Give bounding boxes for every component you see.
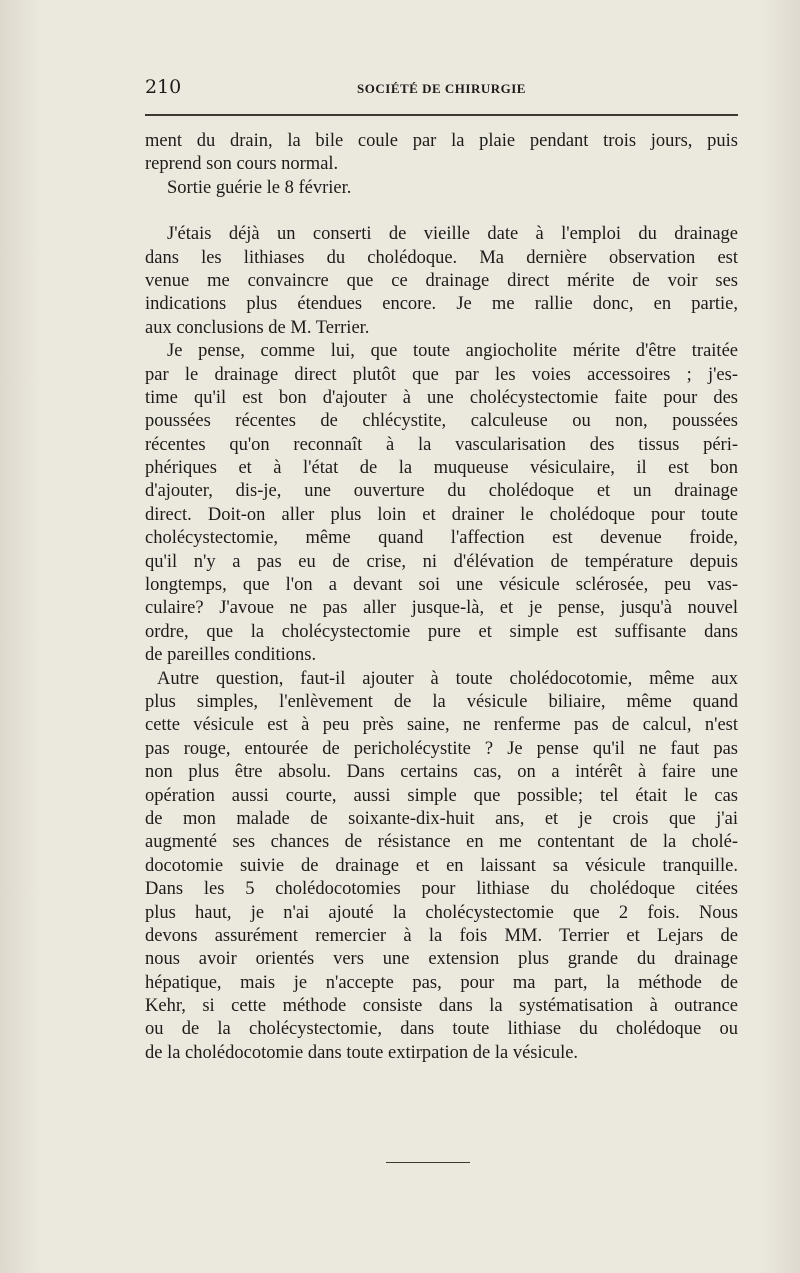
text-line: ou de la cholécystectomie, dans toute lithiase du cholédoque ou xyxy=(145,1019,738,1040)
page-header xyxy=(145,76,738,100)
text-line: Kehr, si cette méthode consiste dans la systématisation à outrance xyxy=(145,996,738,1017)
text-line: ordre, que la cholécystectomie pure et simple est suffisante dans xyxy=(145,621,738,642)
paragraph xyxy=(145,130,738,177)
text-line: venue me convaincre que ce drainage direct mérite de voir ses xyxy=(145,270,738,291)
text-line: J'étais déjà un conserti de vieille date à l'emploi du drainage xyxy=(167,224,738,245)
text-line: phériques et à l'état de la muqueuse vésiculaire, il est bon xyxy=(145,458,738,479)
text-line: Autre question, faut-il ajouter à toute cholédocotomie, même aux xyxy=(157,668,738,689)
text-line: récentes qu'on reconnaît à la vascularisation des tissus péri- xyxy=(145,434,738,455)
text-line: cette vésicule est à peu près saine, ne renferme pas de calcul, n'est xyxy=(145,715,738,736)
paragraph xyxy=(145,223,738,340)
text-line: de la cholédocotomie dans toute extirpation de la vésicule. xyxy=(145,1042,579,1063)
text-line: ment du drain, la bile coule par la plaie pendant trois jours, puis xyxy=(145,131,738,151)
text-line: nous avoir orientés vers une extension plus grande du drainage xyxy=(145,949,738,970)
text-line: aux conclusions de M. Terrier. xyxy=(145,317,370,338)
text-line: opération aussi courte, aussi simple que possible; tel était le cas xyxy=(145,785,738,806)
text-line: cholécystectomie, même quand l'affection est devenue froide, xyxy=(145,528,738,549)
text-line: Sortie guérie le 8 février. xyxy=(167,177,352,198)
text-line: dans les lithiases du cholédoque. Ma dernière observation est xyxy=(145,247,738,268)
paragraph xyxy=(145,177,738,200)
text-line: Dans les 5 cholédocotomies pour lithiase du cholédoque citées xyxy=(145,879,738,900)
text-line: par le drainage direct plutôt que par les voies accessoires ; j'es- xyxy=(145,364,738,385)
text-line: qu'il n'y a pas eu de crise, ni d'élévation de température depuis xyxy=(145,551,738,572)
page-number: 210 xyxy=(145,76,182,98)
text-line: hépatique, mais je n'accepte pas, pour ma part, la méthode de xyxy=(145,972,738,993)
text-line: longtemps, que l'on a devant soi une vésicule sclérosée, peu vas- xyxy=(145,575,738,596)
text-line: de mon malade de soixante-dix-huit ans, et je crois que j'ai xyxy=(145,808,738,829)
text-line: de pareilles conditions. xyxy=(145,645,317,666)
running-head: SOCIÉTÉ DE CHIRURGIE xyxy=(357,81,526,96)
paragraph xyxy=(145,668,738,1066)
body-text xyxy=(145,130,738,1065)
paragraph xyxy=(145,340,738,667)
text-line: direct. Doit-on aller plus loin et drainer le cholédoque pour toute xyxy=(145,504,738,525)
text-line: docotomie suivie de drainage et en laissant sa vésicule tranquille. xyxy=(145,855,738,876)
text-line: culaire? J'avoue ne pas aller jusque-là, et je pense, jusqu'à nouvel xyxy=(145,598,738,619)
text-line: non plus être absolu. Dans certains cas, on a intérêt à faire une xyxy=(145,762,738,783)
text-line: plus simples, l'enlèvement de la vésicule biliaire, même quand xyxy=(145,691,738,712)
text-line: time qu'il est bon d'ajouter à une cholécystectomie faite pour des xyxy=(145,387,738,408)
text-line: poussées récentes de chlécystite, calculeuse ou non, poussées xyxy=(145,411,738,432)
text-line: indications plus étendues encore. Je me rallie donc, en partie, xyxy=(145,294,738,315)
text-line: augmenté ses chances de résistance en me contentant de la cholé- xyxy=(145,832,738,853)
text-line: plus haut, je n'ai ajouté la cholécystectomie que 2 fois. Nous xyxy=(145,902,738,923)
text-line: d'ajouter, dis-je, une ouverture du cholédoque et un drainage xyxy=(145,481,738,502)
text-line: pas rouge, entourée de pericholécystite ? Je pense qu'il ne faut pas xyxy=(145,738,738,759)
header-rule xyxy=(145,114,738,116)
end-rule xyxy=(386,1162,470,1163)
text-line: reprend son cours normal. xyxy=(145,154,339,175)
text-line: devons assurément remercier à la fois MM. Terrier et Lejars de xyxy=(145,925,738,946)
text-line: Je pense, comme lui, que toute angiocholite mérite d'être traitée xyxy=(167,341,738,362)
